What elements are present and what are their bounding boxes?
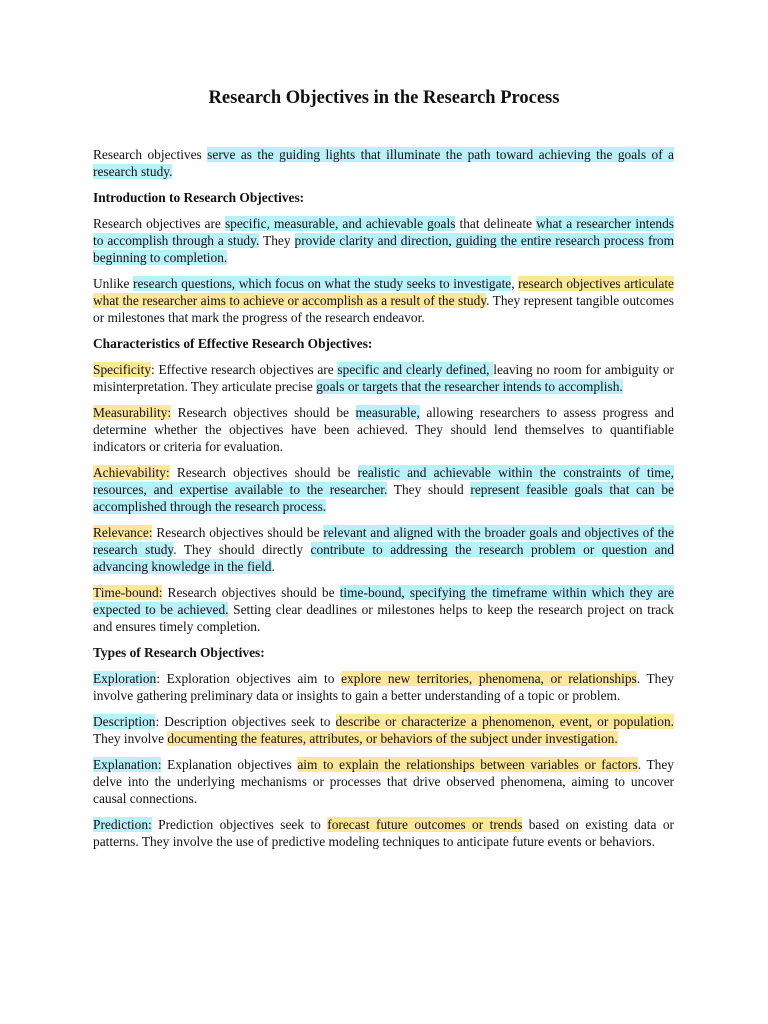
paragraph	[93, 756, 674, 807]
paragraph	[93, 215, 674, 266]
text-run: ,	[511, 276, 519, 291]
text-run: : Effective research objectives are	[151, 362, 338, 377]
highlight-cyan: Explanation:	[93, 757, 162, 772]
document-body	[93, 146, 674, 859]
text-run: Types of Research Objectives:	[93, 645, 265, 660]
highlight-yellow: aim to explain the relationships between variables or factors	[297, 757, 638, 772]
highlight-cyan: Prediction:	[93, 817, 152, 832]
text-run: Research objectives should be	[152, 525, 324, 540]
highlight-yellow: Measurability:	[93, 405, 172, 420]
document-title: Research Objectives in the Research Process	[208, 88, 560, 108]
highlight-yellow: Achievability:	[93, 465, 170, 480]
highlight-cyan: relevant and aligned with the broader goals and objectives of the research study	[93, 525, 674, 557]
highlight-cyan: represent feasible goals that can be accomplished through the research process.	[93, 482, 675, 514]
text-run: They involve	[93, 731, 168, 746]
highlight-cyan: specific, measurable, and achievable goals	[224, 216, 456, 231]
highlight-cyan: specific and clearly defined,	[337, 362, 494, 377]
highlight-yellow: explore new territories, phenomena, or relationships	[341, 671, 637, 686]
highlight-cyan: contribute to addressing the research problem or question and advancing knowledge in the field	[93, 542, 675, 574]
highlight-cyan: provide clarity and direction, guiding the entire research process from beginning to completion.	[93, 233, 675, 265]
text-run: allowing researchers to assess progress and determine whether the objectives have been achieved. They should lend themselves to quantifiable indicators or criteria for evaluation.	[93, 405, 674, 454]
paragraph	[93, 713, 674, 747]
text-run: that delineate	[455, 216, 537, 231]
highlight-yellow: documenting the features, attributes, or behaviors of the subject under investigation.	[167, 731, 618, 746]
section-heading	[93, 335, 674, 352]
text-run: Research objectives	[93, 147, 208, 162]
text-run: leaving no room for ambiguity or misinterpretation. They articulate precise	[93, 362, 674, 394]
text-run: Introduction to Research Objectives:	[93, 190, 305, 205]
highlight-yellow: describe or characterize a phenomenon, event, or population.	[335, 714, 674, 729]
highlight-yellow: Relevance:	[93, 525, 153, 540]
section-heading	[93, 189, 674, 206]
highlight-yellow: forecast future outcomes or trends	[327, 817, 523, 832]
highlight-cyan: realistic and achievable within the constraints of time, resources, and expertise available to the researcher.	[93, 465, 674, 497]
paragraph	[93, 584, 674, 635]
highlight-cyan: Exploration	[93, 671, 157, 686]
paragraph	[93, 524, 674, 575]
paragraph	[93, 404, 674, 455]
text-run: . They should directly	[173, 542, 311, 557]
highlight-cyan: measurable,	[355, 405, 420, 420]
text-run: Prediction objectives seek to	[151, 817, 328, 832]
highlight-cyan: research questions, which focus on what the study seeks to investigate	[133, 276, 512, 291]
section-heading	[93, 644, 674, 661]
highlight-cyan: time-bound, specifying the timeframe within which they are expected to be achieved.	[93, 585, 674, 617]
text-run: . They delve into the underlying mechanisms or processes that drive observed phenomena, aiming to uncover causal connections.	[93, 757, 674, 806]
paragraph	[93, 464, 674, 515]
highlight-cyan: goals or targets that the researcher intends to accomplish.	[316, 379, 623, 394]
paragraph	[93, 670, 674, 704]
text-run: . They represent tangible outcomes or milestones that mark the progress of the research endeavor.	[93, 293, 674, 325]
text-run: . They involve gathering preliminary data or insights to gain a better understanding of a topic or problem.	[93, 671, 674, 703]
text-run: .	[271, 559, 275, 574]
text-run: : Description objectives seek to	[155, 714, 336, 729]
paragraph	[93, 816, 674, 850]
text-run: Characteristics of Effective Research Objectives:	[93, 336, 373, 351]
text-run: Unlike	[93, 276, 134, 291]
text-run: : Exploration objectives aim to	[156, 671, 342, 686]
text-run: They should	[387, 482, 471, 497]
highlight-yellow: Specificity	[93, 362, 152, 377]
paragraph	[93, 146, 674, 180]
highlight-cyan: Description	[93, 714, 156, 729]
highlight-yellow: Time-bound:	[93, 585, 163, 600]
paragraph	[93, 361, 674, 395]
text-run: They	[259, 233, 295, 248]
highlight-cyan: serve as the guiding lights that illuminate the path toward achieving the goals of a research study.	[93, 147, 674, 179]
text-run: Research objectives are	[93, 216, 225, 231]
text-run: Setting clear deadlines or milestones helps to keep the research project on track and ensures timely completion.	[93, 602, 674, 634]
text-run: based on existing data or patterns. They involve the use of predictive modeling techniques to anticipate future events or behaviors.	[93, 817, 674, 849]
text-run: Research objectives should be	[171, 405, 356, 420]
text-run: Research objectives should be	[162, 585, 340, 600]
highlight-cyan: what a researcher intends to accomplish through a study.	[93, 216, 674, 248]
text-run: Research objectives should be	[169, 465, 358, 480]
paragraph	[93, 275, 674, 326]
text-run: Explanation objectives	[161, 757, 298, 772]
highlight-yellow: research objectives articulate what the researcher aims to achieve or accomplish as a result of the study	[93, 276, 674, 308]
